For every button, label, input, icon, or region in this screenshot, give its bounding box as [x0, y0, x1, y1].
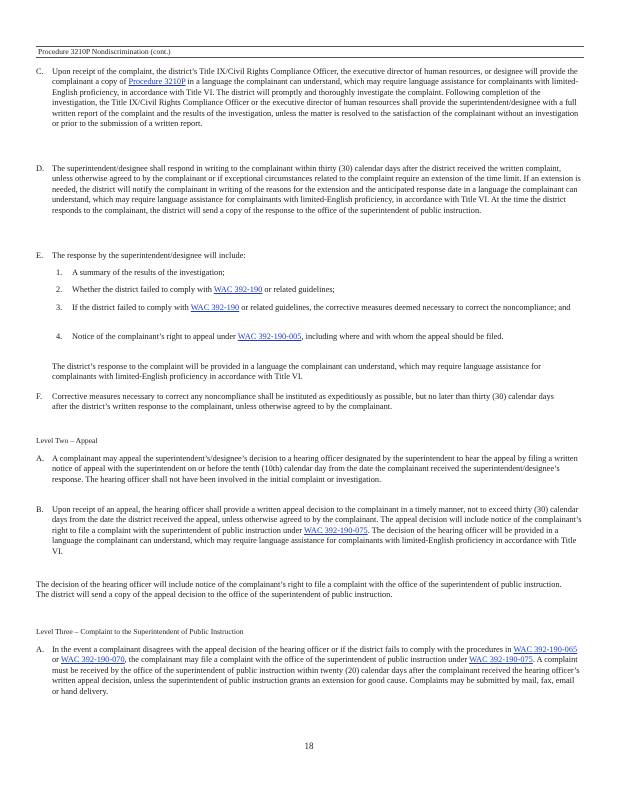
item-e1: A summary of the results of the investigation;	[72, 268, 225, 277]
item-e4-text-2: , including where and with whom the appeal should be filed.	[301, 332, 504, 341]
wac-392-190-link-2[interactable]: WAC 392-190	[190, 303, 240, 312]
level-three-a-label: A.	[36, 645, 45, 654]
level-two-b-text-2: . The decision of the hearing officer will be provided in a language the complainant can understand, which may require language assistance for complainants with limited-English proficiency in accordance with Title VI.	[52, 525, 577, 556]
item-d: The superintendent/designee shall respond in writing to the complainant within thirty (30) calendar days after the district received the written complaint, unless otherwise agreed to by the complainant or if exceptional circumstances related to the complaint require an extension of the time limit. If an extension is needed, the district will notify the complainant in writing of the reasons for the extension and the anticipated response date in a language the complainant can understand, which may require language assistance for complainants with limited-English proficiency, in accordance with Title VI. At the time the district responds to the complainant, the district will send a copy of the response to the office of the superintendent of public instruction.	[52, 164, 581, 215]
item-e2-label: 2.	[56, 285, 63, 294]
level-three-heading: Level Three – Complaint to the Superintendent of Public Instruction	[36, 627, 244, 636]
item-e-after: The district’s response to the complaint will be provided in a language the complainant can understand, which may require language assistance for complainants with limited-English proficiency in accordance with Title VI.	[52, 362, 541, 382]
level-two-a: A complainant may appeal the superintendent’s/designee’s decision to a hearing officer designated by the superintendent to hear the appeal by filing a written notice of appeal with the superintendent on or before the tenth (10th) calendar day from the date the complainant received the superintendent/designee’s response. The hearing officer shall not have been involved in the initial complaint or investigation.	[52, 454, 578, 484]
item-e-label: E.	[36, 251, 44, 260]
wac-392-190-075-link[interactable]: WAC 392-190-075	[303, 525, 368, 535]
wac-392-190-005-link[interactable]: WAC 392-190-005	[237, 332, 302, 341]
item-c	[52, 67, 582, 129]
wac-392-190-075-link-2[interactable]: WAC 392-190-075	[469, 655, 533, 665]
level-two-closing: The decision of the hearing officer will include notice of the complainant’s right to file a complaint with the office of the superintendent of public instruction. The district will send a copy of the appeal decision to the office of the superintendent of public instruction.	[36, 580, 562, 600]
level-two-b-label: B.	[36, 505, 44, 514]
item-d-label: D.	[36, 164, 45, 173]
level-three-a-text-3: , the complainant may file a complaint with the office of the superintendent of public instruction under	[124, 655, 470, 665]
item-f-label: F.	[36, 392, 43, 401]
wac-392-190-link[interactable]: WAC 392-190	[213, 285, 263, 294]
item-e2	[72, 285, 582, 295]
item-e3-text-2: or related guidelines, the corrective measures deemed necessary to correct the noncompliance; and	[239, 303, 571, 312]
item-e1-label: 1.	[56, 268, 63, 277]
level-three-a-text-1: In the event a complainant disagrees with the appeal decision of the hearing officer or if the district fails to comply with the procedures in	[52, 645, 514, 654]
page-header: Procedure 3210P Nondiscrimination (cont.)	[36, 46, 584, 58]
wac-392-190-070-link[interactable]: WAC 392-190-070	[60, 655, 125, 665]
item-e4	[72, 332, 572, 342]
level-two-b-text-1: Upon receipt of an appeal, the hearing officer shall provide a written appeal decision to the complainant in a timely manner, not to exceed thirty (30) calendar days from the date the district received the appeal, unless otherwise agreed to by the complainant. The appeal decision will include notice of the complainant’s right to file a complaint with the superintendent of public instruction under	[52, 505, 582, 535]
level-three-a	[52, 645, 582, 697]
item-c-text-1: Upon receipt of the complaint, the district’s Title IX/Civil Rights Compliance Officer, the executive director of human resources, or designee will provide the complainant a copy of	[52, 67, 578, 87]
item-c-text-2: in a language the complainant can understand, which may require language assistance for complainants with limited-English proficiency, in accordance with Title VI. The district will promptly and thoroughly investigate the complaint. Following completion of the investigation, the Title IX/Civil Rights Compliance Officer or the executive director of human resources shall provide the superintendent/designee with a full written report of the complaint and the results of the investigation, unless the matter is resolved to the satisfaction of the complainant without an investigation or prior to the submission of a written report.	[52, 77, 579, 129]
item-e4-text-1: Notice of the complainant’s right to appeal under	[72, 332, 238, 341]
item-e4-label: 4.	[56, 332, 63, 341]
item-e2-text-2: or related guidelines;	[262, 285, 335, 294]
item-e3	[72, 303, 572, 313]
item-e3-text-1: If the district failed to comply with	[72, 303, 191, 312]
item-e-intro: The response by the superintendent/designee will include:	[52, 251, 246, 260]
item-f: Corrective measures necessary to correct any noncompliance shall be instituted as expeditiously as possible, but no later than thirty (30) calendar days after the district’s written response to the complainant, unless otherwise agreed to by the complainant.	[52, 392, 554, 412]
procedure-3210p-link[interactable]: Procedure 3210P	[128, 77, 186, 87]
item-c-label: C.	[36, 67, 44, 76]
level-two-b	[52, 505, 582, 557]
level-two-a-label: A.	[36, 454, 45, 463]
level-three-a-text-2: or	[52, 655, 61, 665]
item-e2-text-1: Whether the district failed to comply with	[72, 285, 214, 294]
wac-392-190-065-link[interactable]: WAC 392-190-065	[513, 645, 578, 654]
level-three-a-text-4: . A complaint must be received by the office of the superintendent of public instruction within twenty (20) calendar days after the complainant received the hearing officer’s written appeal decision, unless the superintendent of public instruction grants an extension for good cause. Complaints may be submitted by mail, fax, email or hand delivery.	[52, 655, 580, 696]
level-two-heading: Level Two – Appeal	[36, 436, 98, 445]
item-e3-label: 3.	[56, 303, 63, 312]
page-number: 18	[304, 741, 314, 751]
